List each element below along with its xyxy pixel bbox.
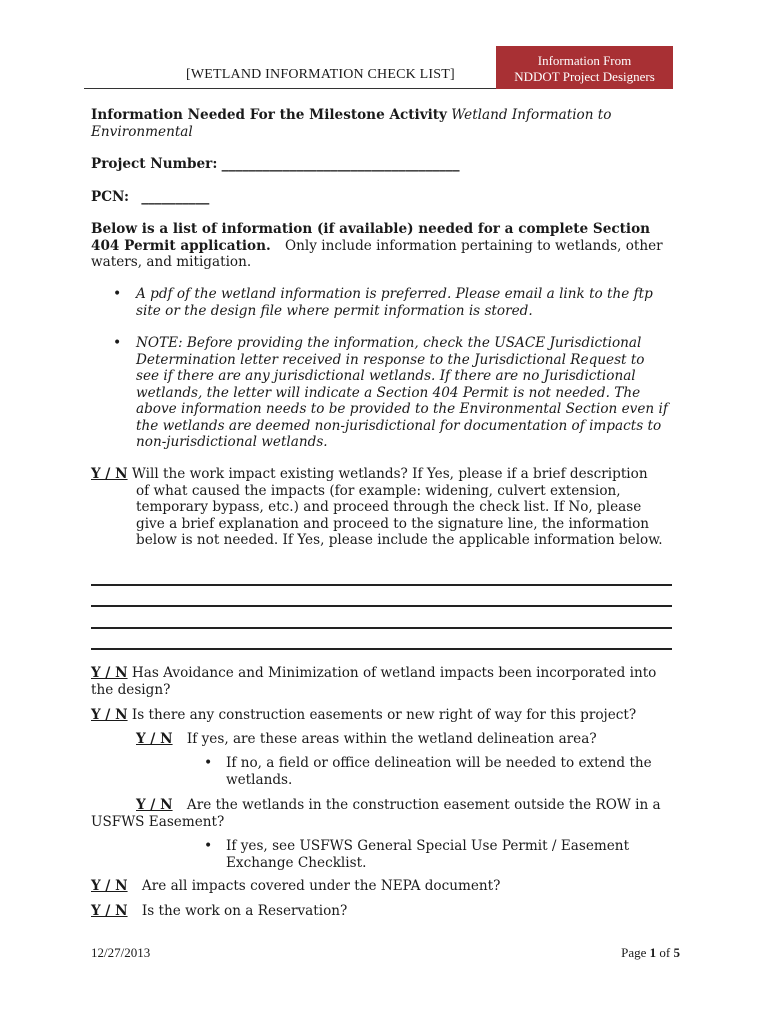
question-text: temporary bypass, etc.) and proceed through the check list. If No, please — [136, 499, 642, 515]
yn-choice[interactable]: Y / N — [91, 903, 128, 919]
question-text: below is not needed. If Yes, please include the applicable information below. — [136, 532, 663, 548]
list-intro — [91, 221, 683, 271]
note-text: If no, a field or office delineation will be needed to extend the — [226, 755, 652, 771]
usfws-note — [226, 838, 686, 871]
note-text: Exchange Checklist. — [226, 854, 367, 871]
bullet-pdf-line1: A pdf of the wetland information is preferred. Please email a link to the ftp — [136, 286, 653, 302]
answer-line[interactable] — [91, 605, 672, 607]
bullet-note-line: Determination letter received in response to the Jurisdictional Request to — [136, 351, 645, 368]
question-usfws-easement — [91, 797, 691, 830]
question-text: If yes, are these areas within the wetland delineation area? — [186, 731, 597, 747]
pcn-label: PCN: — [91, 189, 129, 205]
bullet-note-line: NOTE: Before providing the information, check the USACE Jurisdictional — [136, 335, 642, 351]
project-number-blank[interactable]: ___________________________________ — [221, 156, 460, 172]
milestone-activity: Wetland Information to — [451, 107, 612, 123]
bullet-note-line: see if there are any jurisdictional wetlands. If there are no Jurisdictional — [136, 368, 636, 384]
note-text: If yes, see USFWS General Special Use Permit / Easement — [226, 838, 630, 854]
pcn-blank[interactable]: __________ — [141, 189, 210, 205]
milestone-label: Information Needed For the Milestone Activity — [91, 107, 447, 123]
list-intro-bold1: Below is a list of information (if available) needed for a complete Section — [91, 221, 651, 237]
bullet-note-line: non-jurisdictional wetlands. — [136, 434, 328, 450]
milestone-intro — [91, 107, 683, 140]
list-intro-rest: Only include information pertaining to wetlands, other — [285, 237, 663, 254]
bullet-pdf-line2: site or the design file where permit information is stored. — [136, 302, 533, 319]
yn-choice[interactable]: Y / N — [91, 878, 128, 894]
bullet-dot: • — [204, 838, 213, 854]
question-text: the design? — [91, 681, 171, 698]
question-text: Are all impacts covered under the NEPA document? — [141, 878, 501, 894]
of-label: of — [659, 945, 671, 960]
yn-choice[interactable]: Y / N — [91, 707, 128, 723]
bullet-note-line: above information needs to be provided to the Environmental Section even if — [136, 401, 668, 417]
yn-choice[interactable]: Y / N — [91, 466, 128, 482]
list-intro-line3: waters, and mitigation. — [91, 254, 252, 270]
question-text: Are the wetlands in the construction easement outside the ROW in a — [186, 797, 661, 813]
question-text: Will the work impact existing wetlands? If Yes, please if a brief description — [131, 466, 648, 482]
page-number: 1 — [649, 945, 657, 960]
question-delineation-area — [136, 731, 696, 748]
document-title: [WETLAND INFORMATION CHECK LIST] — [186, 67, 455, 82]
header-box-line1: Information From — [537, 53, 632, 68]
question-text: Is the work on a Reservation? — [141, 903, 348, 919]
answer-line[interactable] — [91, 584, 672, 586]
bullet-note-line: the wetlands are deemed non-jurisdictional for documentation of impacts to — [136, 417, 662, 434]
bullet-note-line: wetlands, the letter will indicate a Section 404 Permit is not needed. The — [136, 384, 641, 401]
question-reservation — [91, 903, 683, 920]
project-number-field — [91, 156, 683, 173]
delineation-note — [226, 755, 686, 788]
question-nepa — [91, 878, 683, 895]
question-text: of what caused the impacts (for example: widening, culvert extension, — [136, 482, 621, 499]
page-label: Page — [621, 945, 647, 960]
footer-date: 12/27/2013 — [91, 945, 151, 960]
header-info-box — [496, 46, 673, 89]
yn-choice[interactable]: Y / N — [136, 731, 173, 747]
bullet-dot: • — [113, 335, 122, 351]
question-text: Has Avoidance and Minimization of wetland impacts been incorporated into — [131, 665, 657, 681]
yn-choice[interactable]: Y / N — [91, 665, 128, 681]
bullet-pdf — [136, 286, 696, 319]
answer-line[interactable] — [91, 627, 672, 629]
project-number-label: Project Number: — [91, 156, 218, 172]
page-indicator — [621, 945, 680, 961]
page-total: 5 — [673, 945, 680, 960]
question-impact-wetlands — [91, 466, 691, 549]
header-box-line2: NDDOT Project Designers — [514, 69, 655, 84]
answer-line[interactable] — [91, 648, 672, 650]
header-rule — [84, 88, 496, 89]
note-text: wetlands. — [226, 771, 293, 788]
question-text: USFWS Easement? — [91, 813, 225, 830]
question-avoidance — [91, 665, 691, 698]
question-easements — [91, 707, 691, 724]
question-text: Is there any construction easements or new right of way for this project? — [131, 707, 637, 723]
yn-choice[interactable]: Y / N — [136, 797, 173, 813]
question-text: give a brief explanation and proceed to the signature line, the information — [136, 515, 650, 532]
milestone-activity-cont: Environmental — [91, 123, 193, 140]
list-intro-bold2: 404 Permit application. — [91, 237, 271, 254]
bullet-note — [136, 335, 696, 451]
pcn-field — [91, 189, 683, 206]
bullet-dot: • — [113, 286, 122, 302]
bullet-dot: • — [204, 755, 213, 771]
